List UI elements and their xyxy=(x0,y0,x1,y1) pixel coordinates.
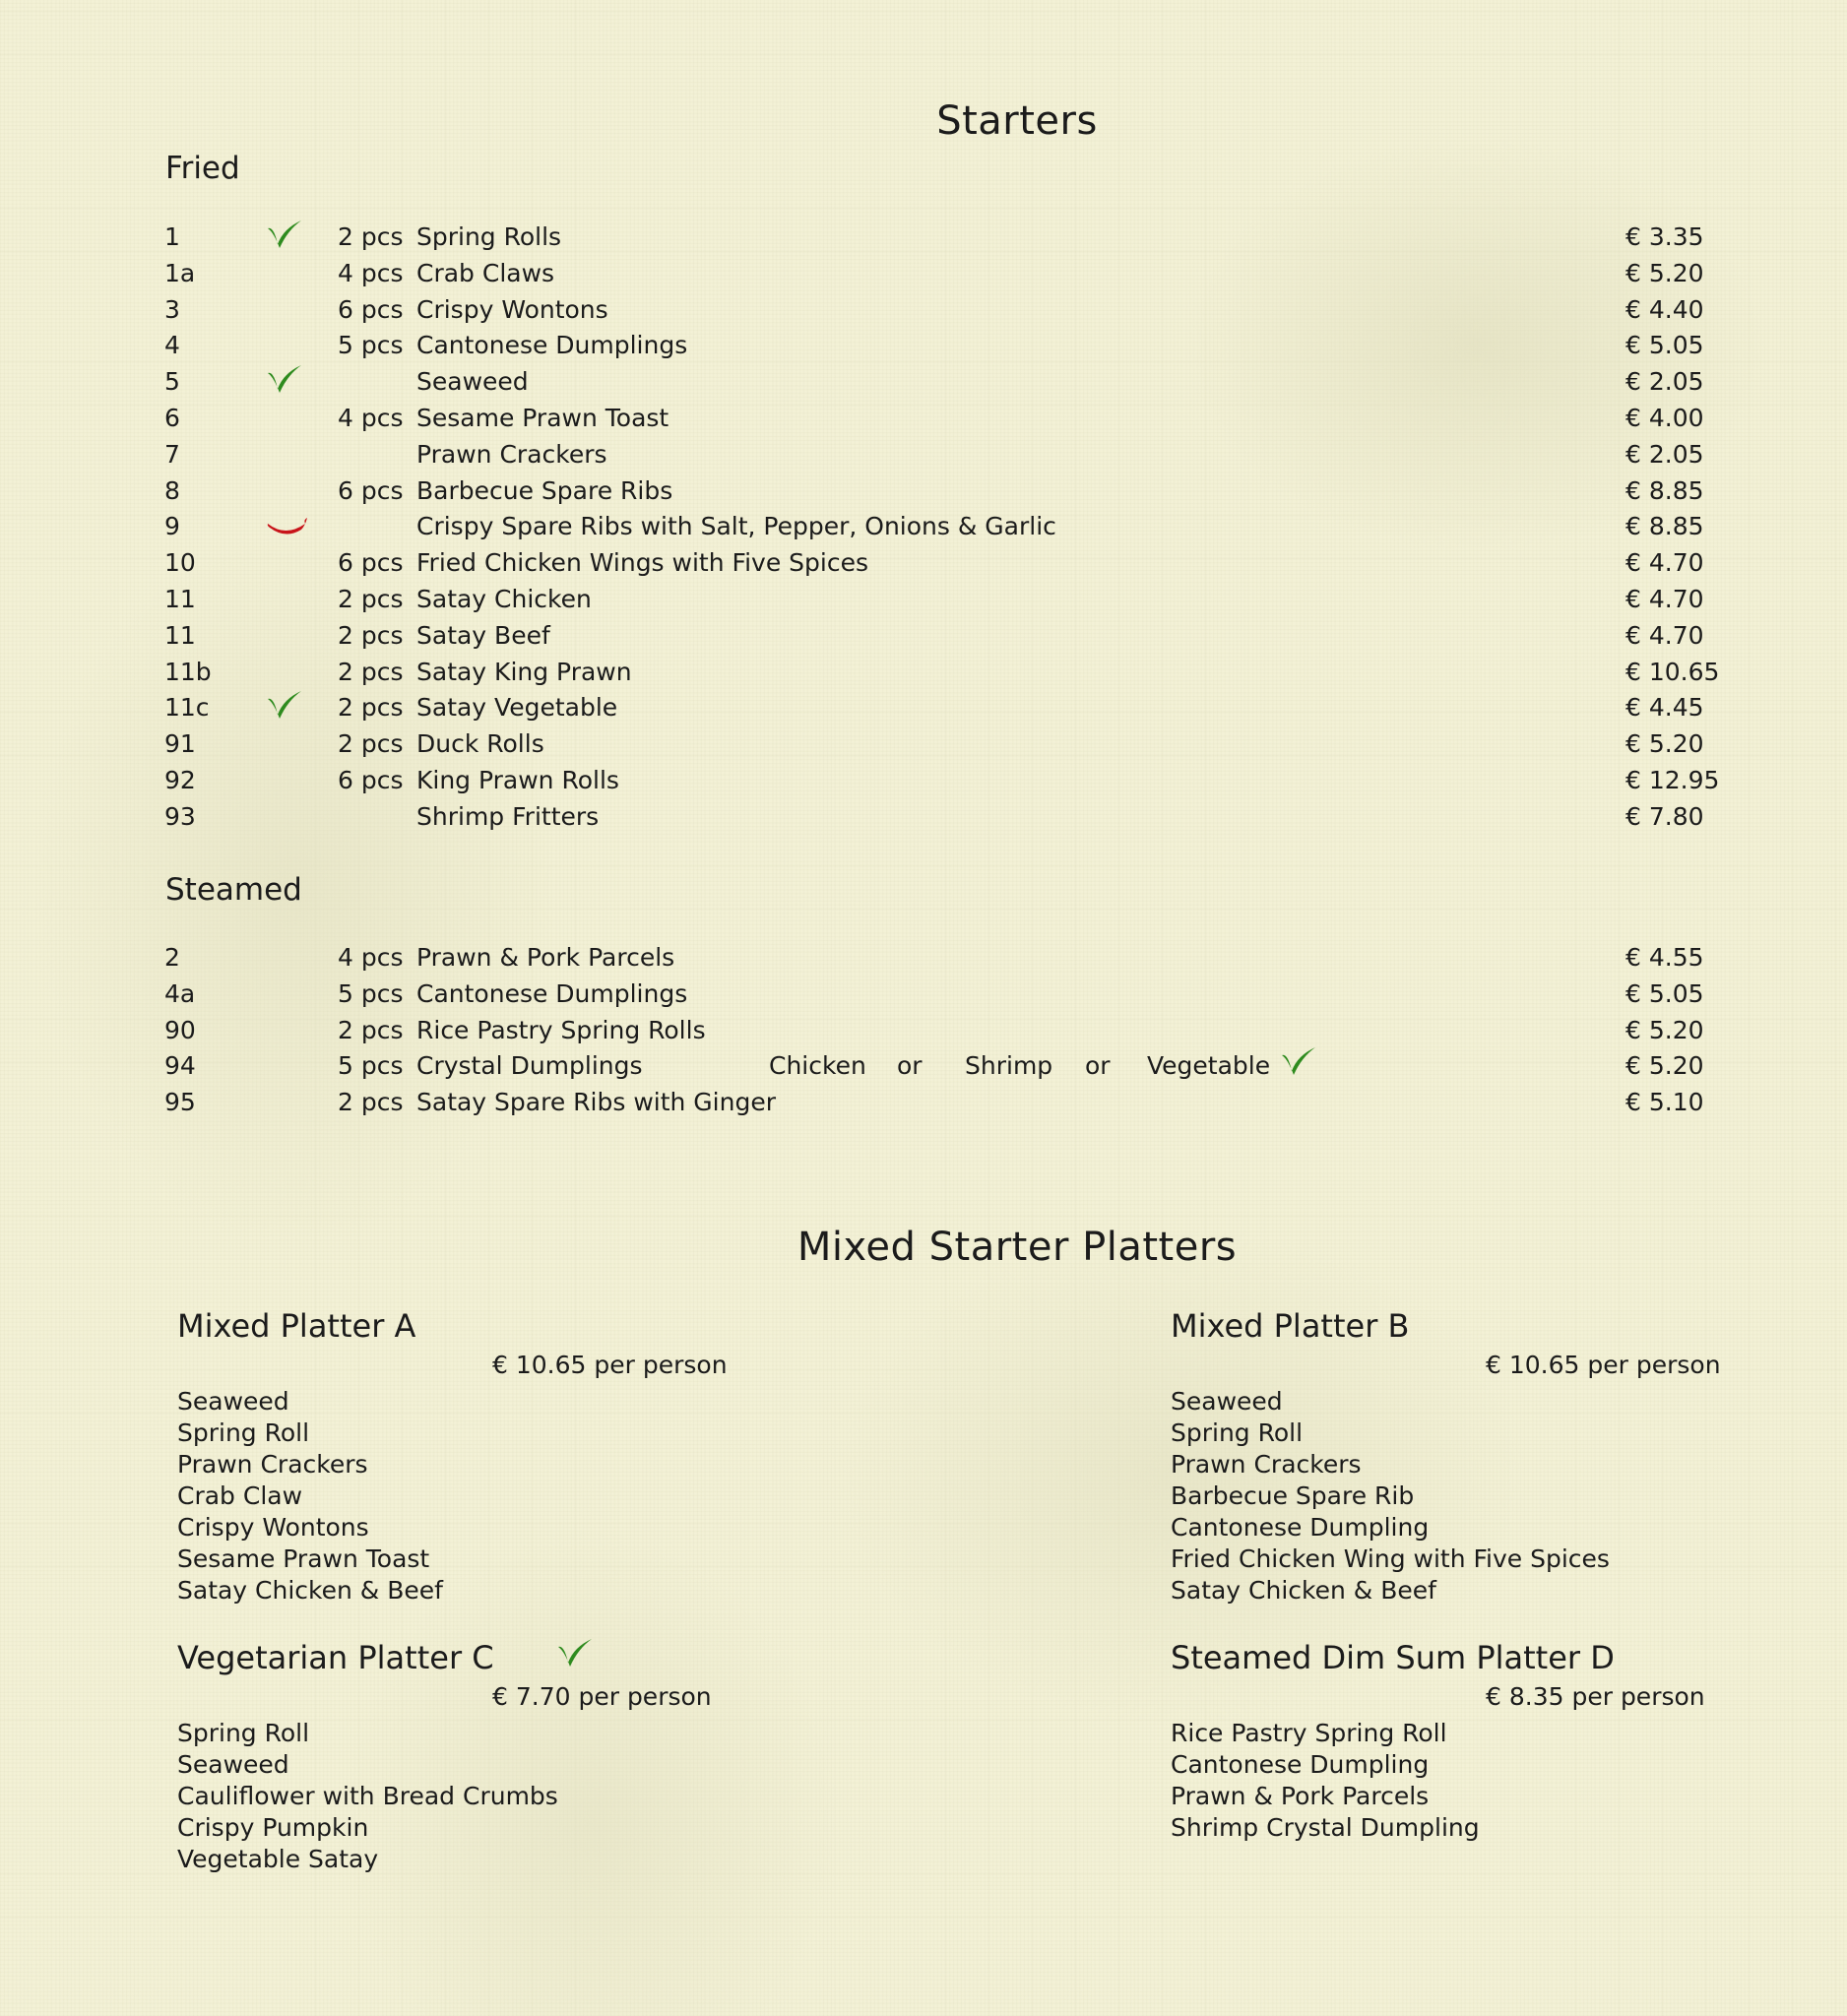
item-name: Cantonese Dumplings xyxy=(416,331,688,360)
item-name: Shrimp Fritters xyxy=(416,801,600,831)
option-separator: or xyxy=(1085,1051,1111,1081)
platter-item: Rice Pastry Spring Roll xyxy=(1171,1719,1447,1747)
item-name: Satay Vegetable xyxy=(416,693,618,723)
item-quantity: 6 pcs xyxy=(338,548,404,578)
item-name: Cantonese Dumplings xyxy=(416,978,688,1008)
item-name: King Prawn Rolls xyxy=(416,766,619,794)
platter-item: Satay Chicken & Beef xyxy=(177,1576,443,1605)
platter-items xyxy=(177,1386,443,1606)
item-quantity: 2 pcs xyxy=(338,657,404,686)
item-number: 95 xyxy=(164,1088,196,1117)
platter-item: Seaweed xyxy=(1171,1387,1283,1416)
item-name: Crispy Wontons xyxy=(416,294,608,324)
item-number: 2 xyxy=(164,943,180,972)
item-quantity: 2 pcs xyxy=(338,620,404,650)
item-quantity: 4 pcs xyxy=(338,258,404,287)
option-shrimp: Shrimp xyxy=(965,1051,1053,1081)
item-quantity: 2 pcs xyxy=(338,693,404,723)
platter-name: Vegetarian Platter C xyxy=(177,1639,494,1676)
item-number: 11 xyxy=(164,620,196,650)
menu-item-row xyxy=(0,729,1847,766)
item-number: 6 xyxy=(164,404,180,432)
item-name: Barbecue Spare Ribs xyxy=(416,475,673,505)
item-price: € 2.05 xyxy=(1625,439,1704,469)
item-quantity: 6 pcs xyxy=(338,475,404,505)
platter-name: Steamed Dim Sum Platter D xyxy=(1171,1639,1615,1676)
platter-items xyxy=(1171,1386,1610,1606)
item-number: 92 xyxy=(164,766,196,794)
item-name: Sesame Prawn Toast xyxy=(416,404,669,432)
platter-item: Crab Claw xyxy=(177,1481,303,1510)
item-name: Crystal Dumplings xyxy=(416,1051,643,1081)
platter-item: Barbecue Spare Rib xyxy=(1171,1481,1415,1510)
platter-item: Crispy Pumpkin xyxy=(177,1813,369,1842)
item-price: € 12.95 xyxy=(1625,766,1720,794)
item-name: Prawn & Pork Parcels xyxy=(416,943,675,972)
item-number: 11c xyxy=(164,693,210,723)
item-name: Satay Spare Ribs with Ginger xyxy=(416,1088,777,1117)
platter-item: Spring Roll xyxy=(177,1418,310,1447)
item-quantity: 2 pcs xyxy=(338,222,404,251)
vegetarian-icon xyxy=(556,1637,596,1669)
item-price: € 4.00 xyxy=(1625,404,1704,432)
menu-item-row xyxy=(0,979,1847,1016)
platter-item: Cantonese Dumpling xyxy=(1171,1513,1430,1542)
platter-price: € 10.65 per person xyxy=(1486,1351,1721,1379)
vegetarian-icon xyxy=(266,219,305,250)
item-number: 1a xyxy=(164,258,196,287)
item-number: 11b xyxy=(164,657,212,686)
menu-item-row xyxy=(0,476,1847,513)
item-number: 3 xyxy=(164,294,180,324)
item-name: Satay King Prawn xyxy=(416,657,632,686)
vegetarian-icon xyxy=(266,363,305,395)
platter-item: Prawn & Pork Parcels xyxy=(1171,1782,1430,1810)
option-vegetable: Vegetable xyxy=(1147,1051,1271,1081)
platter-item: Satay Chicken & Beef xyxy=(1171,1576,1436,1605)
item-price: € 7.80 xyxy=(1625,801,1704,831)
menu-item-row xyxy=(0,1051,1847,1088)
platter-item: Vegetable Satay xyxy=(177,1845,379,1873)
item-quantity: 6 pcs xyxy=(338,766,404,794)
item-number: 8 xyxy=(164,475,180,505)
item-price: € 5.05 xyxy=(1625,978,1704,1008)
item-price: € 4.45 xyxy=(1625,693,1704,723)
platter-price: € 7.70 per person xyxy=(492,1682,712,1711)
option-chicken: Chicken xyxy=(769,1051,866,1081)
menu-item-row xyxy=(0,1016,1847,1052)
item-price: € 4.70 xyxy=(1625,585,1704,613)
item-number: 4 xyxy=(164,331,180,360)
option-separator: or xyxy=(897,1051,923,1081)
item-price: € 4.55 xyxy=(1625,943,1704,972)
platter-name: Mixed Platter B xyxy=(1171,1307,1410,1345)
item-name: Prawn Crackers xyxy=(416,439,607,469)
item-name: Crispy Spare Ribs with Salt, Pepper, Onions & Garlic xyxy=(416,512,1056,541)
platter-item: Prawn Crackers xyxy=(1171,1450,1362,1479)
item-quantity: 5 pcs xyxy=(338,331,404,360)
item-quantity: 2 pcs xyxy=(338,585,404,613)
platter-items xyxy=(177,1718,558,1875)
item-price: € 4.70 xyxy=(1625,548,1704,578)
item-quantity: 4 pcs xyxy=(338,404,404,432)
item-quantity: 6 pcs xyxy=(338,294,404,324)
item-price: € 8.85 xyxy=(1625,475,1704,505)
chili-pepper-icon xyxy=(266,516,309,541)
section-heading-fried: Fried xyxy=(165,151,240,186)
item-quantity: 5 pcs xyxy=(338,978,404,1008)
item-name: Spring Rolls xyxy=(416,222,562,251)
item-price: € 5.20 xyxy=(1625,1051,1704,1081)
item-quantity: 2 pcs xyxy=(338,1088,404,1117)
item-quantity: 5 pcs xyxy=(338,1051,404,1081)
page-title: Starters xyxy=(936,98,1098,144)
item-number: 93 xyxy=(164,801,196,831)
menu-item-row xyxy=(0,1088,1847,1124)
platter-item: Fried Chicken Wing with Five Spices xyxy=(1171,1544,1610,1573)
menu-item-row xyxy=(0,440,1847,476)
menu-item-row xyxy=(0,943,1847,979)
item-number: 4a xyxy=(164,978,196,1008)
item-name: Seaweed xyxy=(416,367,529,397)
item-quantity: 2 pcs xyxy=(338,729,404,759)
platters-title: Mixed Starter Platters xyxy=(796,1225,1238,1270)
menu-item-row xyxy=(0,367,1847,404)
platter-item: Cauliflower with Bread Crumbs xyxy=(177,1782,558,1810)
item-name: Duck Rolls xyxy=(416,729,544,759)
item-name: Fried Chicken Wings with Five Spices xyxy=(416,548,868,578)
menu-item-row xyxy=(0,621,1847,658)
menu-item-row xyxy=(0,658,1847,694)
item-price: € 4.40 xyxy=(1625,294,1704,324)
item-price: € 2.05 xyxy=(1625,367,1704,397)
item-name: Rice Pastry Spring Rolls xyxy=(416,1015,706,1044)
platter-item: Spring Roll xyxy=(177,1719,310,1747)
item-number: 5 xyxy=(164,367,180,397)
menu-item-row xyxy=(0,259,1847,295)
item-name: Satay Beef xyxy=(416,620,550,650)
item-price: € 5.20 xyxy=(1625,258,1704,287)
item-number: 11 xyxy=(164,585,196,613)
menu-item-row xyxy=(0,222,1847,259)
menu-item-row xyxy=(0,585,1847,621)
platter-items xyxy=(1171,1718,1480,1844)
platter-item: Seaweed xyxy=(177,1750,289,1779)
menu-item-row xyxy=(0,512,1847,548)
item-price: € 5.10 xyxy=(1625,1088,1704,1117)
menu-item-row xyxy=(0,548,1847,585)
item-name: Crab Claws xyxy=(416,258,555,287)
platter-item: Crispy Wontons xyxy=(177,1513,369,1542)
platter-name: Mixed Platter A xyxy=(177,1307,416,1345)
platter-item: Sesame Prawn Toast xyxy=(177,1544,430,1573)
vegetarian-icon xyxy=(266,689,305,721)
menu-item-row xyxy=(0,331,1847,367)
menu-item-row xyxy=(0,295,1847,332)
item-price: € 8.85 xyxy=(1625,512,1704,541)
item-number: 90 xyxy=(164,1015,196,1044)
item-number: 10 xyxy=(164,548,196,578)
item-price: € 5.05 xyxy=(1625,331,1704,360)
item-number: 7 xyxy=(164,439,180,469)
menu-item-row xyxy=(0,404,1847,440)
platter-price: € 8.35 per person xyxy=(1486,1682,1705,1711)
item-quantity: 2 pcs xyxy=(338,1015,404,1044)
platter-item: Prawn Crackers xyxy=(177,1450,368,1479)
menu-item-row xyxy=(0,693,1847,729)
item-number: 94 xyxy=(164,1051,196,1081)
item-name: Satay Chicken xyxy=(416,585,592,613)
platter-price: € 10.65 per person xyxy=(492,1351,728,1379)
item-price: € 3.35 xyxy=(1625,222,1704,251)
item-price: € 5.20 xyxy=(1625,729,1704,759)
item-number: 91 xyxy=(164,729,196,759)
menu-item-row xyxy=(0,802,1847,839)
menu-item-row xyxy=(0,766,1847,802)
item-price: € 10.65 xyxy=(1625,657,1720,686)
item-number: 1 xyxy=(164,222,180,251)
platter-item: Cantonese Dumpling xyxy=(1171,1750,1430,1779)
item-price: € 5.20 xyxy=(1625,1015,1704,1044)
item-price: € 4.70 xyxy=(1625,620,1704,650)
item-quantity: 4 pcs xyxy=(338,943,404,972)
section-heading-steamed: Steamed xyxy=(165,872,302,908)
platter-item: Spring Roll xyxy=(1171,1418,1304,1447)
platter-item: Shrimp Crystal Dumpling xyxy=(1171,1813,1480,1842)
platter-item: Seaweed xyxy=(177,1387,289,1416)
item-number: 9 xyxy=(164,512,180,541)
vegetarian-icon xyxy=(1280,1045,1319,1077)
